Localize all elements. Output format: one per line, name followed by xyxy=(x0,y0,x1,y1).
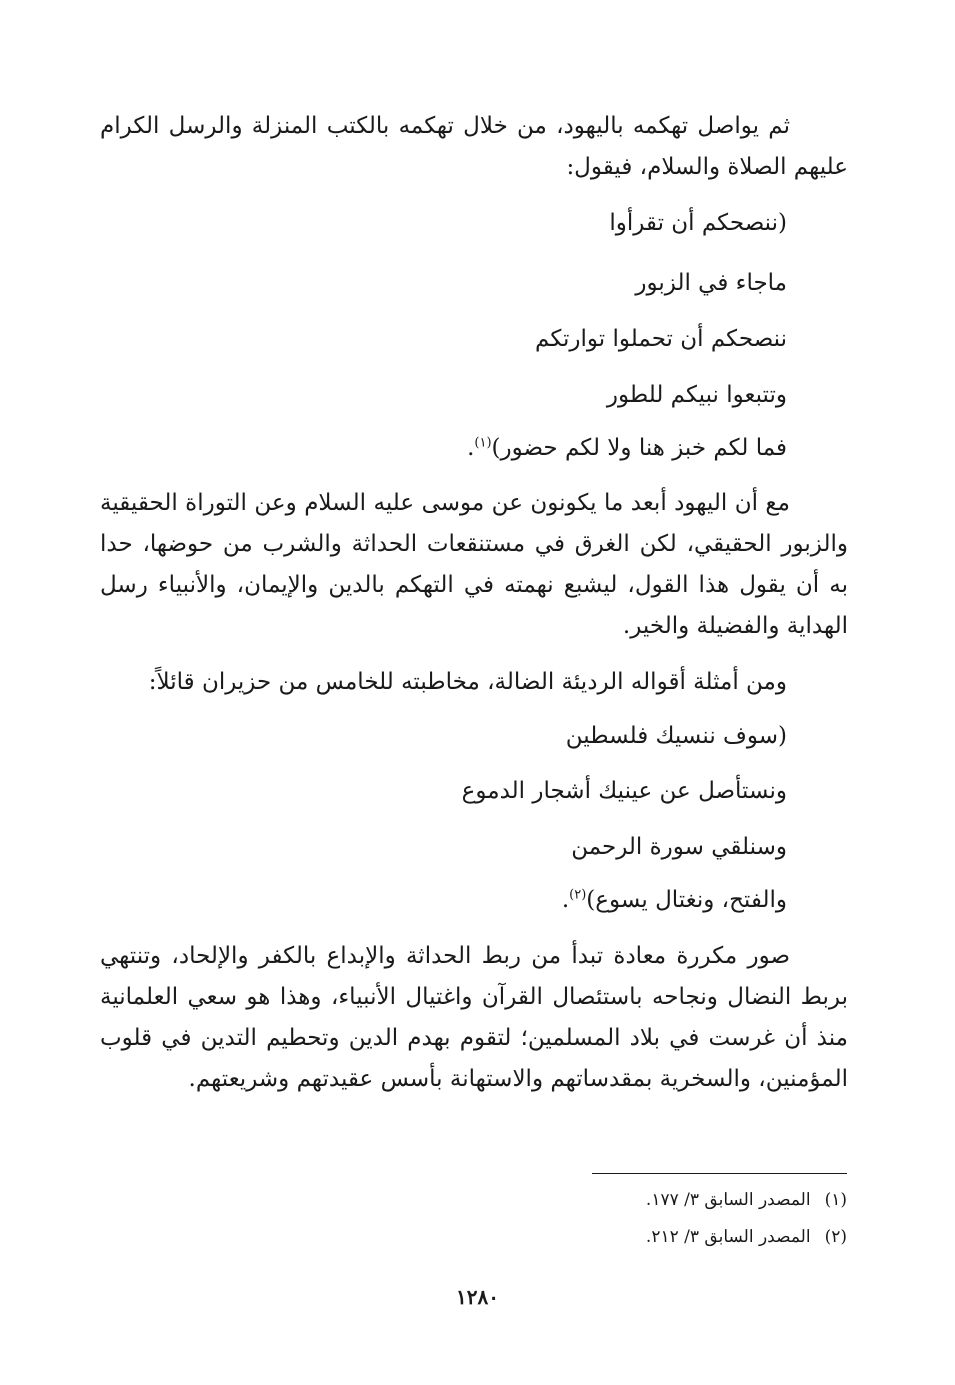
footnote-ref: (١) xyxy=(474,435,492,451)
paragraph-conclusion xyxy=(100,936,848,1100)
poem-line: وسنلقي سورة الرحمن xyxy=(571,834,787,860)
paragraph-text: مع أن اليهود أبعد ما يكونون عن موسى عليه السلام وعن التوراة الحقيقية والزبور الحقيقي، لكن الغرق في مستنقعات الحداثة والشرب من حوضها، حدا به أن يقول هذا القول، ليشبع نهمته في التهكم بالدين والإيمان، والأنبياء رسل الهداية والفضيلة والخير. xyxy=(100,490,848,639)
poem-line-last xyxy=(562,880,787,921)
poem-line-last xyxy=(467,428,787,469)
footnote-text: المصدر السابق ٣/ ١٧٧. xyxy=(645,1190,811,1210)
poem-line: (سوف ننسيك فلسطين xyxy=(565,723,787,749)
poem-line: ماجاء في الزبور xyxy=(635,270,787,296)
footnote-text: المصدر السابق ٣/ ٢١٢. xyxy=(645,1227,811,1247)
poem-line: وتتبعوا نبيكم للطور xyxy=(606,382,787,408)
poem-line: (ننصحكم أن تقرأوا xyxy=(609,210,787,236)
footnote-item xyxy=(646,1188,847,1212)
poem-end-mark: . xyxy=(467,435,475,461)
poem-line-text: والفتح، ونغتال يسوع) xyxy=(586,887,787,913)
footnote-number: (٢) xyxy=(824,1227,847,1247)
poem-line: ننصحكم أن تحملوا توارتكم xyxy=(535,326,787,352)
paragraph-intro xyxy=(100,106,848,188)
poem-end-mark: . xyxy=(561,887,570,913)
footnote-number: (١) xyxy=(824,1190,847,1210)
page-number: ١٢٨٠ xyxy=(456,1285,499,1309)
paragraph-text: صور مكررة معادة تبدأ من ربط الحداثة والإبداع بالكفر والإلحاد، وتنتهي بربط النضال ونجاحه باستئصال القرآن واغتيال الأنبياء، وهذا هو سعي العلمانية منذ أن غرست في بلاد المسلمين؛ لتقوم بهدم الدين وتحطيم التدين في قلوب المؤمنين، والسخرية بمقدساتهم والاستهانة بأسس عقيدتهم وشريعتهم. xyxy=(100,943,848,1092)
poem-line-text: فما لكم خبز هنا ولا لكم حضور) xyxy=(491,435,787,461)
poem-line: ونستأصل عن عينيك أشجار الدموع xyxy=(461,778,787,804)
footnote-separator xyxy=(592,1173,847,1174)
paragraph-commentary xyxy=(100,483,848,647)
footnote-ref: (٢) xyxy=(569,887,587,903)
footnote-item xyxy=(646,1225,847,1249)
paragraph-text: ثم يواصل تهكمه باليهود، من خلال تهكمه بالكتب المنزلة والرسل الكرام عليهم الصلاة والسلام، فيقول: xyxy=(100,113,848,180)
paragraph-example-intro: ومن أمثلة أقواله الرديئة الضالة، مخاطبته للخامس من حزيران قائلاً: xyxy=(148,669,787,695)
